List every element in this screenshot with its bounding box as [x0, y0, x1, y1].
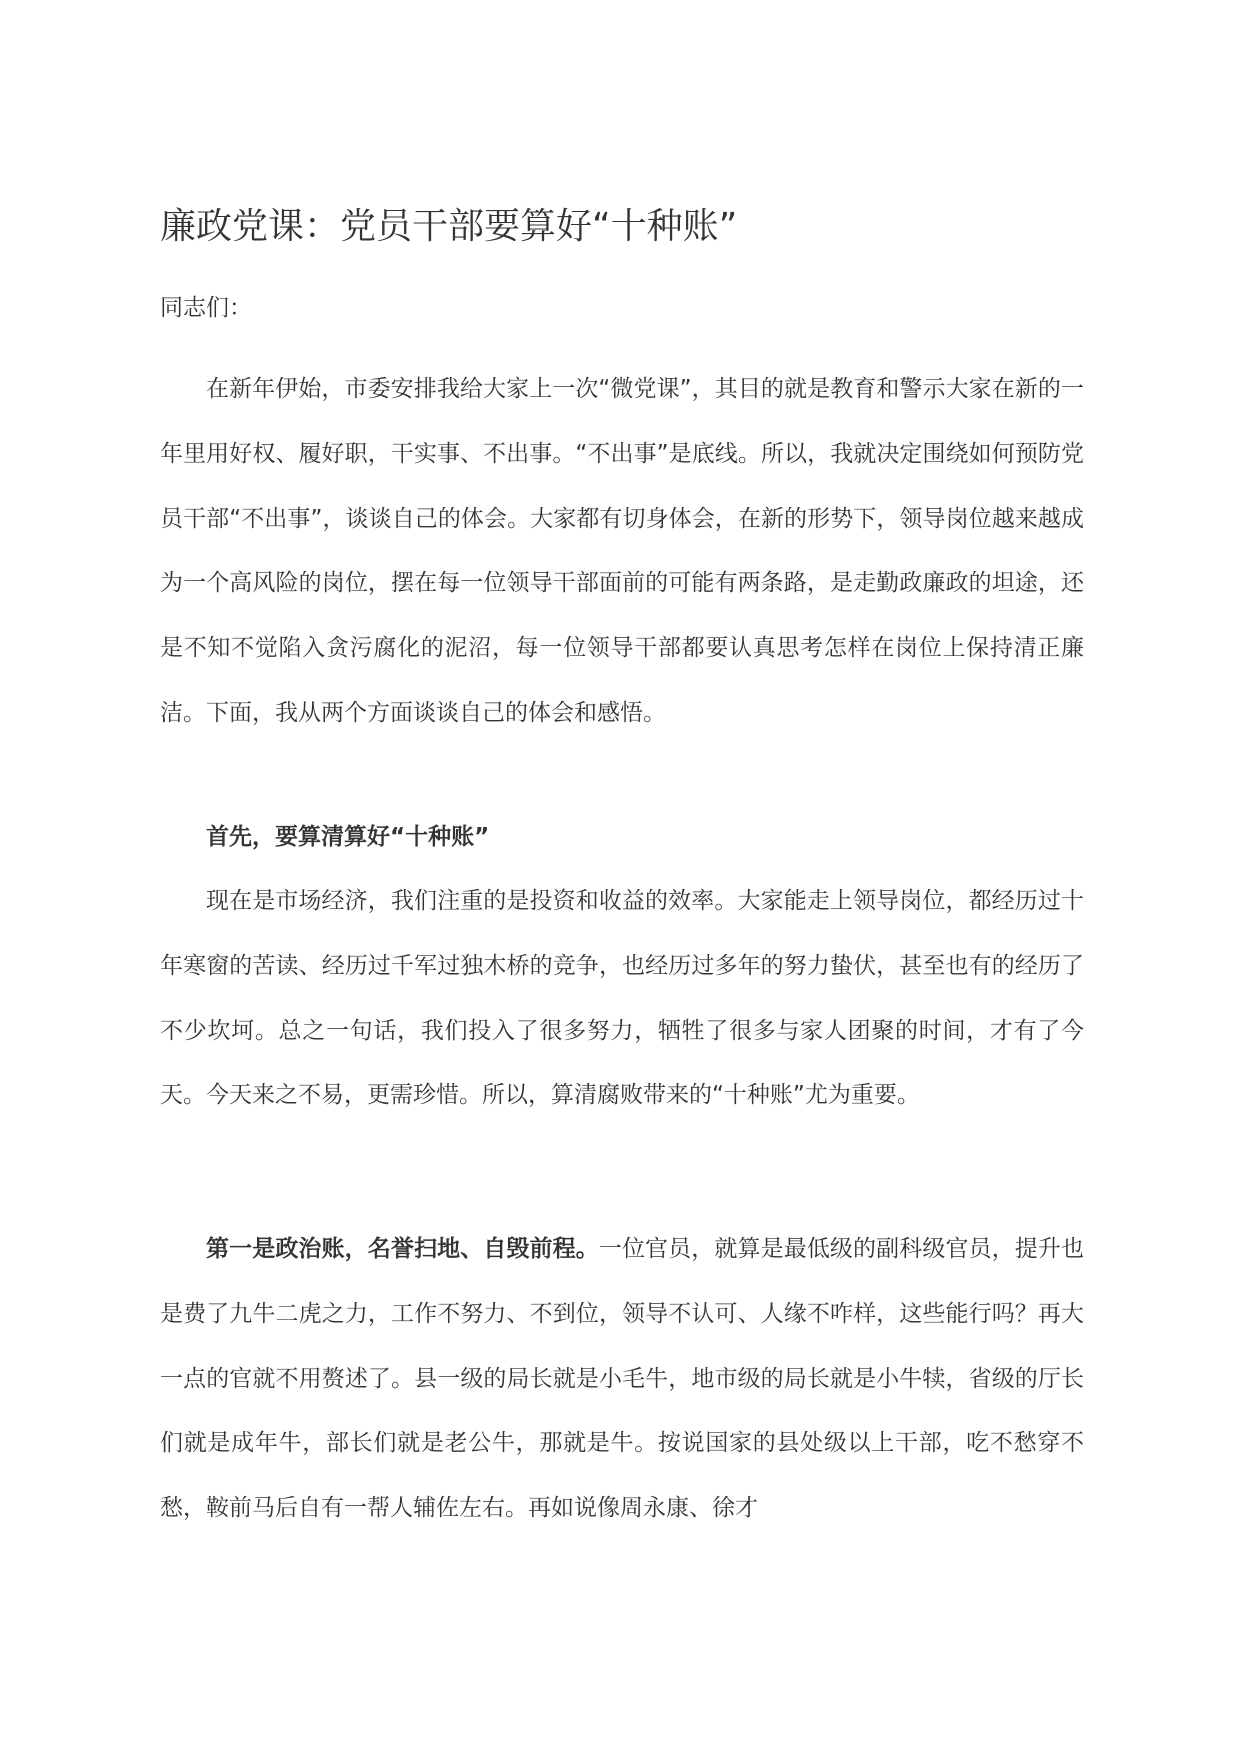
body-paragraph: 现在是市场经济，我们注重的是投资和收益的效率。大家能走上领导岗位，都经历过十年寒窗的苦读、经历过千军过独木桥的竞争，也经历过多年的努力蛰伏，甚至也有的经历了不少坎坷。总之一句话，我们投入了很多努力，牺牲了很多与家人团聚的时间，才有了今天。今天来之不易，更需珍惜。所以，算清腐败带来的“十种账”尤为重要。 — [160, 888, 1084, 1109]
body-paragraph — [160, 1217, 1084, 1541]
salutation: 同志们： — [160, 295, 252, 321]
document-title: 廉政党课：党员干部要算好“十种账” — [160, 206, 738, 247]
section-heading: 首先，要算清算好“十种账” — [206, 824, 490, 850]
body-paragraph: 在新年伊始，市委安排我给大家上一次“微党课”，其目的就是教育和警示大家在新的一年里用好权、履好职，干实事、不出事。“不出事”是底线。所以，我就决定围绕如何预防党员干部“不出事”，谈谈自己的体会。大家都有切身体会，在新的形势下，领导岗位越来越成为一个高风险的岗位，摆在每一位领导干部面前的可能有两条路，是走勤政廉政的坦途，还是不知不觉陷入贪污腐化的泥沼，每一位领导干部都要认真思考怎样在岗位上保持清正廉洁。下面，我从两个方面谈谈自己的体会和感悟。 — [160, 376, 1084, 726]
paragraph-lead-bold: 第一是政治账，名誉扫地、自毁前程。 — [206, 1236, 599, 1262]
paragraph-body-text: 一位官员，就算是最低级的副科级官员，提升也是费了九牛二虎之力，工作不努力、不到位，领导不认可、人缘不咋样，这些能行吗？再大一点的官就不用赘述了。县一级的局长就是小毛牛，地市级的局长就是小牛犊，省级的厅长们就是成年牛，部长们就是老公牛，那就是牛。按说国家的县处级以上干部，吃不愁穿不愁，鞍前马后自有一帮人辅佐左右。再如说像周永康、徐才 — [160, 1236, 1085, 1522]
